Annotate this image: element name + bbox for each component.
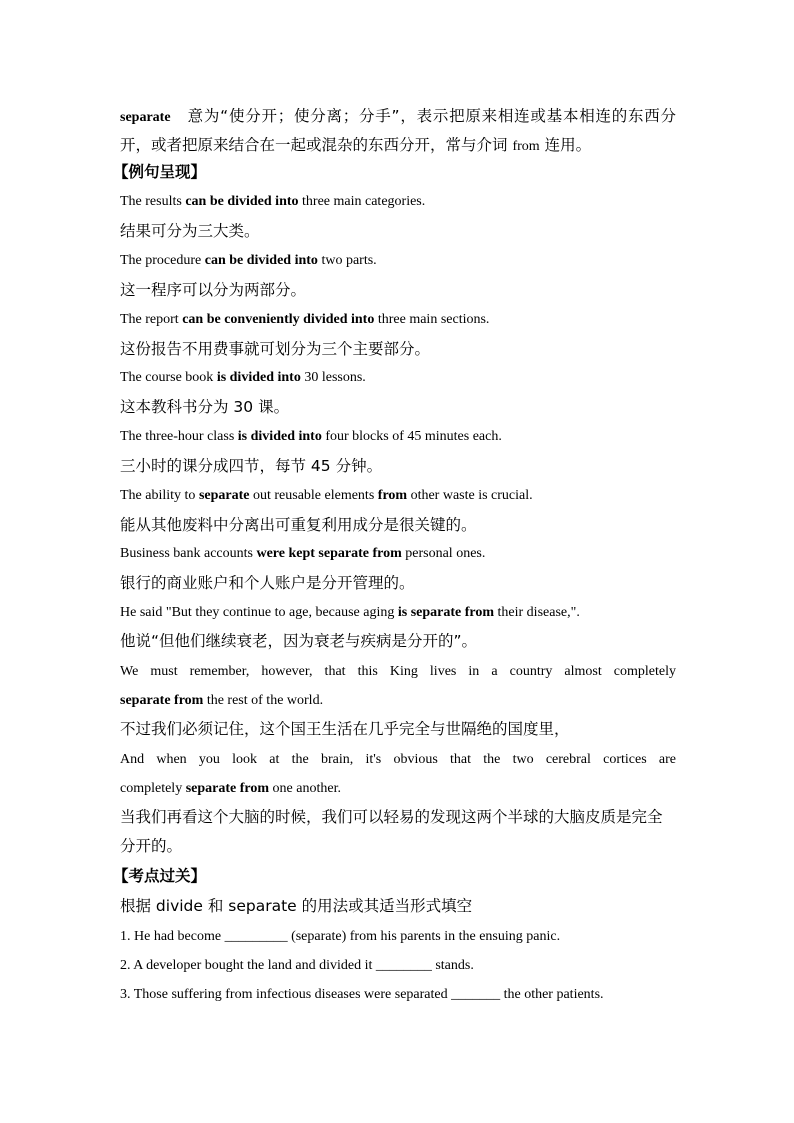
example-10-zh-line-1: 当我们再看这个大脑的时候，我们可以轻易的发现这两个半球的大脑皮质是完全 <box>120 808 663 826</box>
example-4-zh: 这本教科书分为 30 课。 <box>120 398 290 416</box>
example-3-en: The report can be conveniently divided into three main sections. <box>120 312 490 327</box>
example-10-en-line-2: completely separate from one another. <box>120 781 341 796</box>
example-3-zh: 这份报告不用费事就可划分为三个主要部分。 <box>120 340 431 358</box>
example-6-en: The ability to separate out reusable elements from other waste is crucial. <box>120 488 533 503</box>
example-10-zh-line-2: 分开的。 <box>120 837 183 855</box>
example-8-zh: 他说“但他们继续衰老，因为衰老与疾病是分开的”。 <box>120 632 478 650</box>
term-separate: separate <box>120 110 171 125</box>
example-7-zh: 银行的商业账户和个人账户是分开管理的。 <box>120 574 415 592</box>
question-3: 3. Those suffering from infectious diseases were separated _______ the other patients. <box>120 987 604 1002</box>
intro-line-2 <box>120 133 676 155</box>
question-2: 2. A developer bought the land and divided it ________ stands. <box>120 958 474 973</box>
example-2-en: The procedure can be divided into two parts. <box>120 253 377 268</box>
question-1: 1. He had become _________ (separate) from his parents in the ensuing panic. <box>120 929 561 944</box>
example-9-zh: 不过我们必须记住，这个国王生活在几乎完全与世隔绝的国度里， <box>120 720 570 738</box>
intro-text-2a: 开，或者把原来结合在一起或混杂的东西分开，常与介词 <box>120 136 508 154</box>
example-9-en-line-1: We must remember, however, that this King lives in a country almost completely <box>120 664 676 679</box>
example-10-en-line-1: And when you look at the brain, it's obvious that the two cerebral cortices are <box>120 752 676 767</box>
intro-line-1 <box>120 104 676 127</box>
example-5-zh: 三小时的课分成四节，每节 45 分钟。 <box>120 457 383 475</box>
section-heading-practice: 【考点过关】 <box>113 867 207 885</box>
example-1-zh: 结果可分为三大类。 <box>120 222 260 240</box>
example-2-zh: 这一程序可以分为两部分。 <box>120 281 307 299</box>
example-1-en: The results can be divided into three main categories. <box>120 194 426 209</box>
example-5-en: The three-hour class is divided into four blocks of 45 minutes each. <box>120 429 502 444</box>
example-6-zh: 能从其他废料中分离出可重复利用成分是很关键的。 <box>120 516 477 534</box>
example-9-en-line-2: separate from the rest of the world. <box>120 693 324 708</box>
intro-from: from <box>512 139 540 154</box>
intro-text-1: 意为“使分开；使分离；分手”，表示把原来相连或基本相连的东西分 <box>187 107 677 125</box>
intro-text-2b: 连用。 <box>544 136 592 154</box>
example-4-en: The course book is divided into 30 lessons. <box>120 370 366 385</box>
practice-instructions: 根据 divide 和 separate 的用法或其适当形式填空 <box>120 897 473 915</box>
example-7-en: Business bank accounts were kept separate from personal ones. <box>120 546 486 561</box>
example-8-en: He said "But they continue to age, because aging is separate from their disease,". <box>120 605 580 620</box>
section-heading-examples: 【例句呈现】 <box>113 163 207 181</box>
